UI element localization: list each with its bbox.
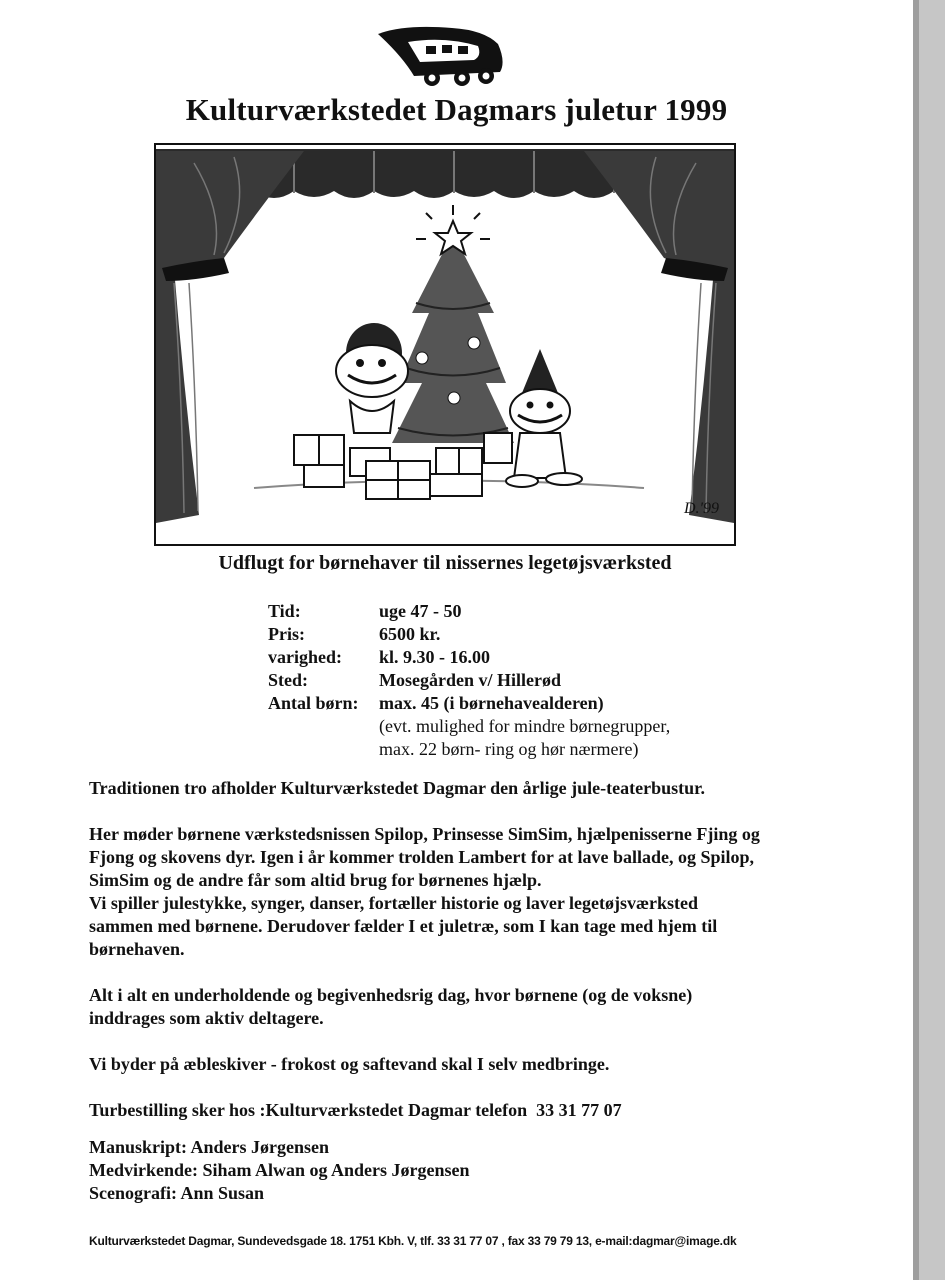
body-line: SimSim og de andre får som altid brug for børnenes hjælp.: [89, 870, 542, 890]
body-line: inddrages som aktiv deltagere.: [89, 1008, 324, 1028]
artist-signature: D.'99: [684, 500, 719, 517]
info-value: 6500 kr.: [379, 624, 441, 644]
booking-phone: 33 31 77 07: [536, 1100, 622, 1120]
info-value: uge 47 - 50: [379, 601, 462, 621]
info-label: Antal børn:: [268, 693, 359, 713]
info-value: kl. 9.30 - 16.00: [379, 647, 491, 667]
info-value: max. 45 (i børnehavealderen): [379, 693, 604, 713]
info-note-line: max. 22 børn- ring og hør nærmere): [379, 739, 639, 759]
info-label: Pris:: [268, 624, 305, 644]
credit-manuscript: Manuskript: Anders Jørgensen: [89, 1137, 330, 1157]
body-line: Vi byder på æbleskiver - frokost og saftevand skal I selv medbringe.: [89, 1054, 610, 1074]
info-label: varighed:: [268, 647, 342, 667]
credits: [89, 1136, 470, 1205]
scanner-edge-shadow: [913, 0, 919, 1280]
info-label: Tid:: [268, 601, 301, 621]
footer-contact: Kulturværkstedet Dagmar, Sundevedsgade 18. 1751 Kbh. V, tlf. 33 31 77 07 , fax 33 79 79 13, e-mail:dagmar@image.dk: [89, 1234, 737, 1248]
info-note-line: (evt. mulighed for mindre børnegrupper,: [379, 716, 671, 736]
body-line: Her møder børnene værkstedsnissen Spilop, Prinsesse SimSim, hjælpenisserne Fjing og: [89, 824, 760, 844]
info-row-price: [268, 623, 670, 646]
bus-logo-icon: [374, 22, 508, 90]
info-label: Sted:: [268, 670, 308, 690]
credit-cast: Medvirkende: Siham Alwan og Anders Jørgensen: [89, 1160, 470, 1180]
page-subtitle: Udflugt for børnehaver til nissernes legetøjsværksted: [218, 552, 672, 574]
booking-text: Turbestilling sker hos :Kulturværkstedet Dagmar telefon: [89, 1100, 528, 1120]
body-line: sammen med børnene. Derudover fælder I et juletræ, som I kan tage med hjem til: [89, 916, 718, 936]
stage-illustration: [154, 143, 736, 546]
event-info-table: [268, 600, 670, 761]
intro-paragraph: Traditionen tro afholder Kulturværkstedet Dagmar den årlige jule-teaterbustur.: [89, 778, 705, 798]
info-row-time: [268, 600, 670, 623]
credit-scenography: Scenografi: Ann Susan: [89, 1183, 265, 1203]
body-line: Fjong og skovens dyr. Igen i år kommer trolden Lambert for at lave ballade, og Spilop,: [89, 847, 755, 867]
info-value: Mosegården v/ Hillerød: [379, 670, 561, 690]
body-line: børnehaven.: [89, 939, 185, 959]
body-line: Alt i alt en underholdende og begivenhedsrig dag, hvor børnene (og de voksne): [89, 985, 693, 1005]
info-row-children: [268, 692, 670, 715]
booking-line: [89, 1099, 809, 1122]
page-title: Kulturværkstedet Dagmars juletur 1999: [185, 92, 728, 127]
info-row-duration: [268, 646, 670, 669]
body-line: Vi spiller julestykke, synger, danser, fortæller historie og laver legetøjsværksted: [89, 893, 698, 913]
body-text: [89, 777, 809, 1122]
info-row-place: [268, 669, 670, 692]
